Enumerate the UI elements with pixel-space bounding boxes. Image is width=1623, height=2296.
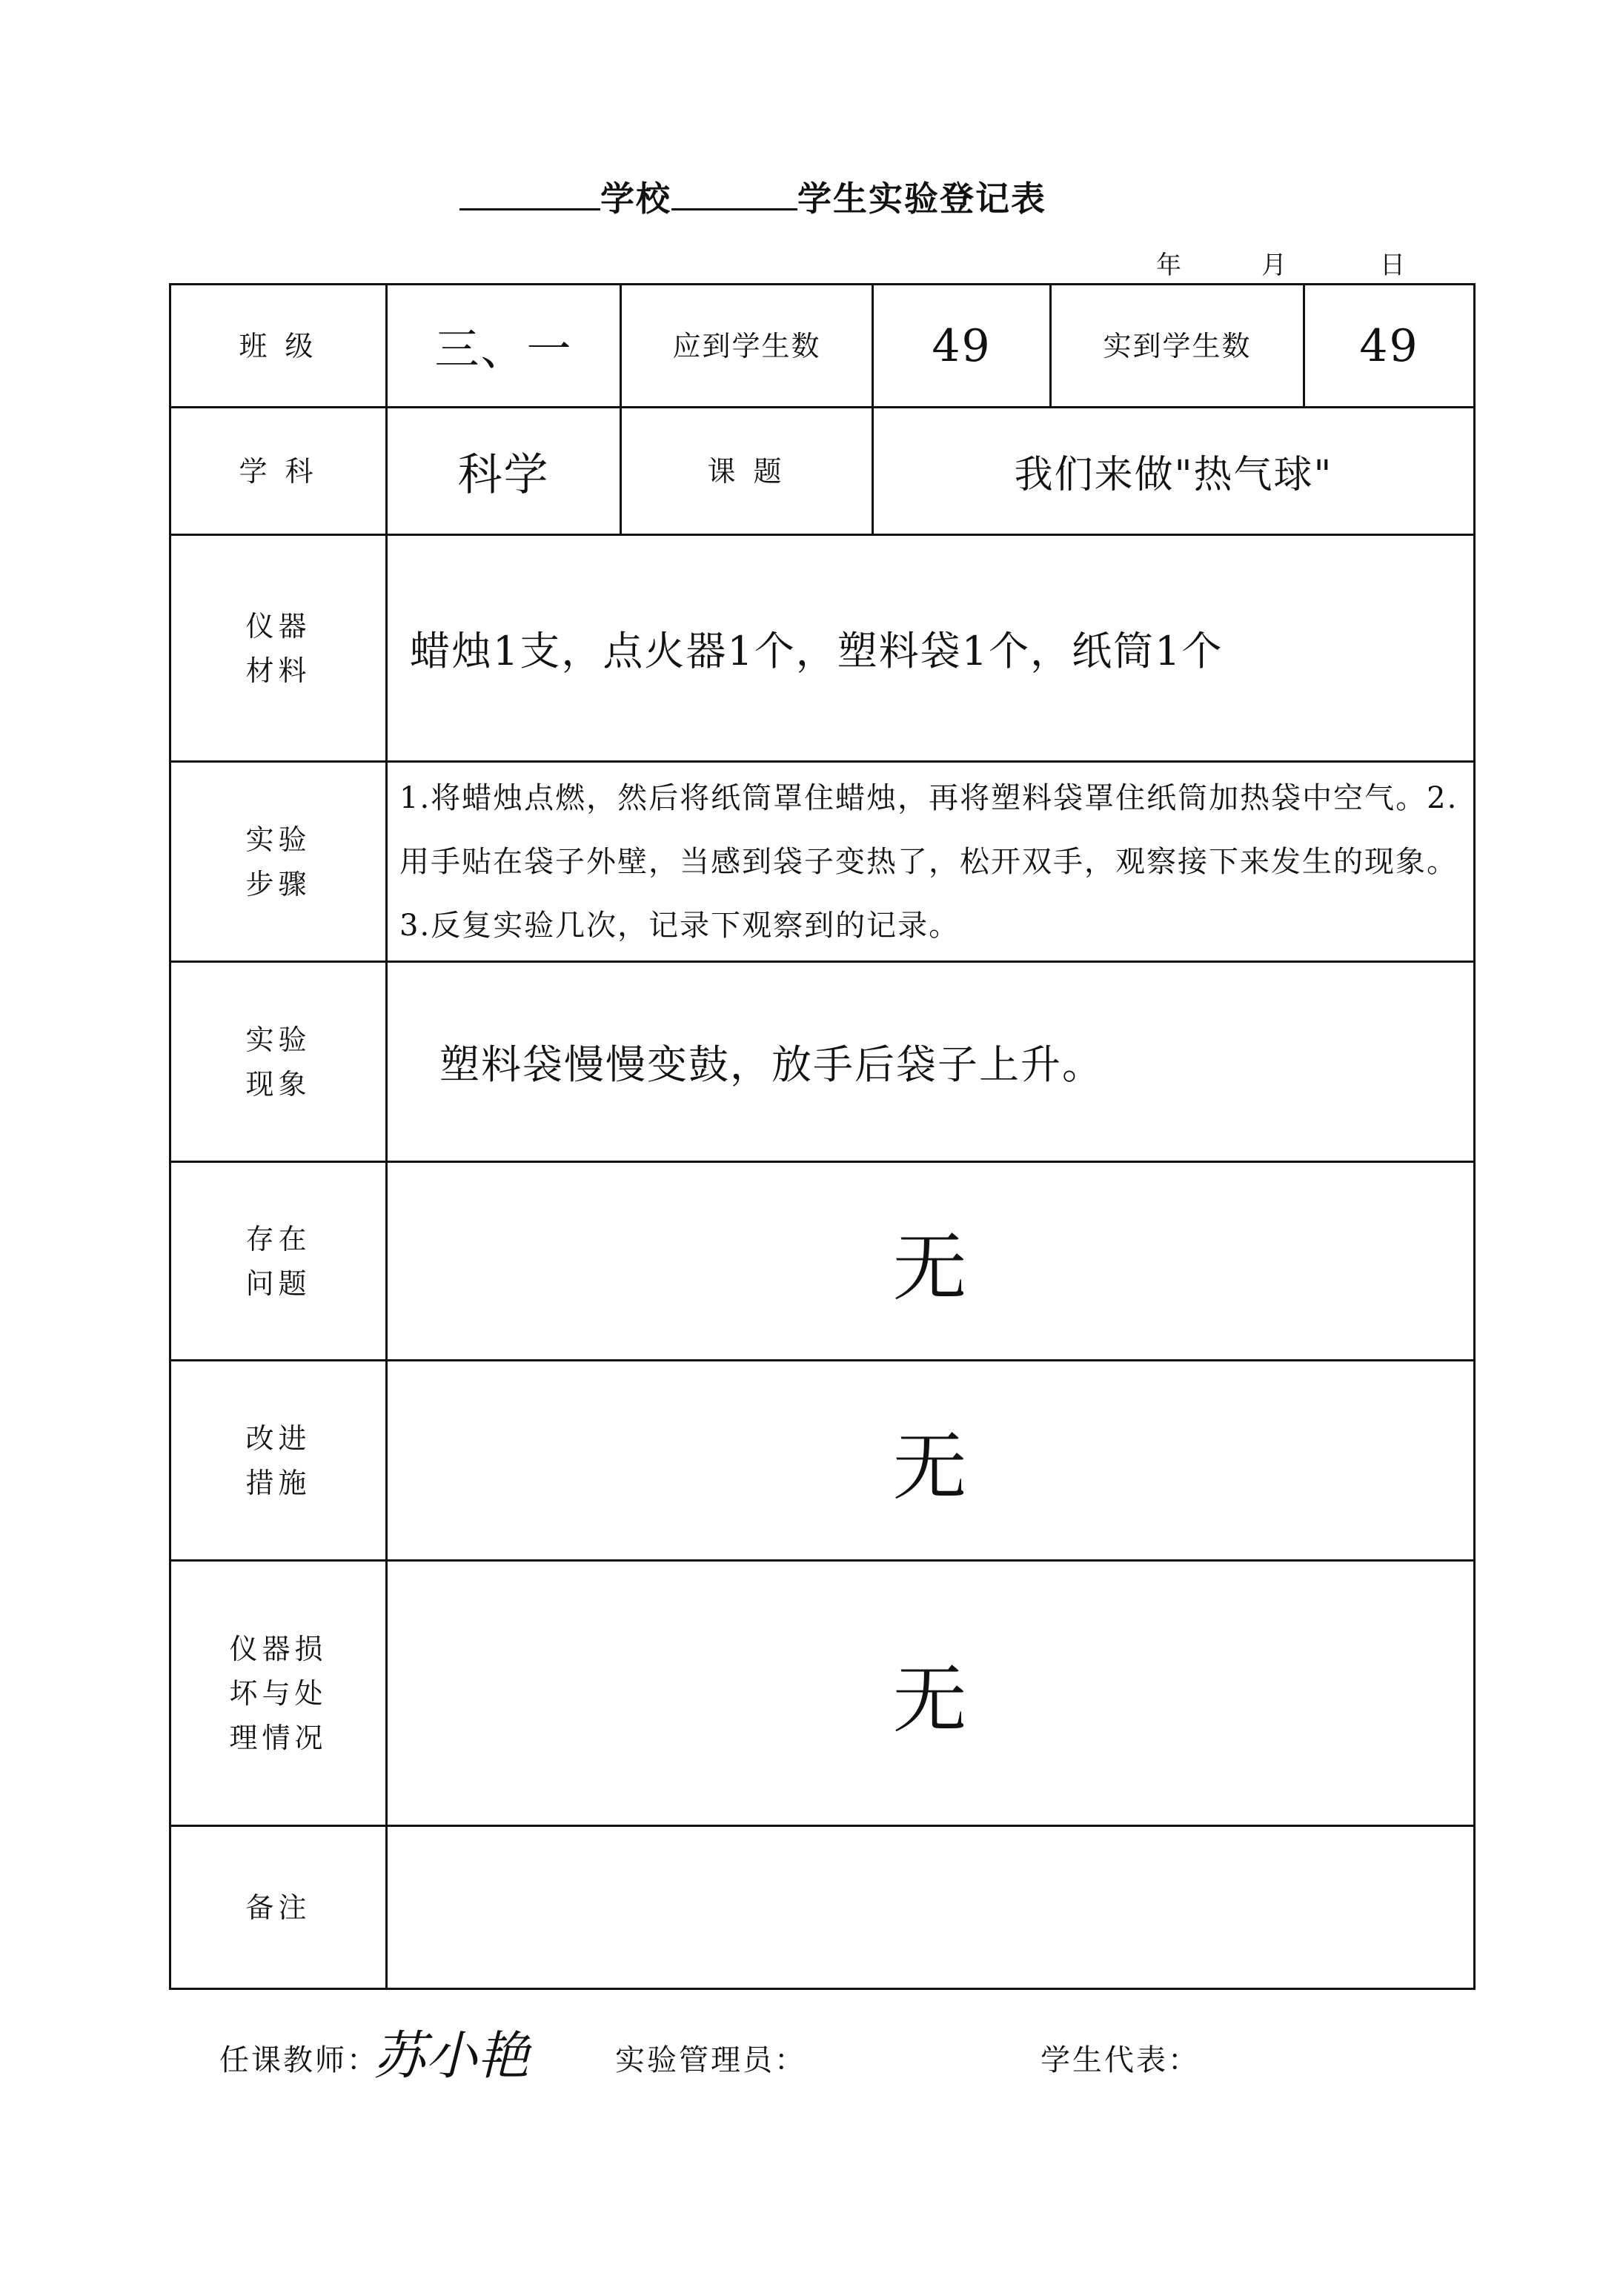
school-blank: [459, 208, 600, 210]
row-subject: [170, 408, 1475, 535]
damage-label-line1: 仪器损: [229, 1632, 328, 1665]
problems-label-line2: 问题: [245, 1267, 311, 1300]
teacher-signature: 苏小艳: [374, 2025, 529, 2086]
phenomenon-label-line1: 实验: [245, 1023, 311, 1056]
materials-value: 蜡烛1支，点火器1个，塑料袋1个，纸筒1个: [387, 535, 1475, 762]
actual-students-value: 49: [1304, 285, 1475, 408]
remarks-label: 备注: [170, 1826, 387, 1989]
form-title: [459, 172, 1171, 224]
title-main: 学生实验登记表: [797, 179, 1046, 219]
materials-label-line1: 仪器: [245, 609, 311, 643]
damage-value: 无: [387, 1561, 1475, 1826]
class-value: 三、一: [387, 285, 621, 408]
improvements-label-line2: 措施: [245, 1466, 311, 1499]
remarks-value: [387, 1826, 1475, 1989]
date-year: 年: [1156, 250, 1181, 280]
expected-students-label: 应到学生数: [621, 285, 873, 408]
title-school: 学校: [600, 179, 671, 219]
damage-label-line2: 坏与处: [229, 1676, 328, 1710]
row-improvements: [170, 1361, 1475, 1561]
row-phenomenon: [170, 962, 1475, 1162]
steps-value: 1.将蜡烛点燃，然后将纸筒罩住蜡烛，再将塑料袋罩住纸筒加热袋中空气。2.用手贴在袋子外壁，当感到袋子变热了，松开双手，观察接下来发生的现象。3.反复实验几次，记录下观察到的记录。: [387, 762, 1475, 962]
phenomenon-value: 塑料袋慢慢变鼓，放手后袋子上升。: [387, 962, 1475, 1162]
lab-manager-label: 实验管理员：: [615, 2043, 806, 2077]
class-label: 班 级: [170, 285, 387, 408]
teacher-label: 任课教师：: [219, 2043, 379, 2077]
phenomenon-label: [170, 962, 387, 1162]
registration-table: [169, 283, 1476, 1990]
improvements-label: [170, 1361, 387, 1561]
materials-label: [170, 535, 387, 762]
steps-label: [170, 762, 387, 962]
subject-label: 学 科: [170, 408, 387, 535]
topic-value: 我们来做"热气球": [873, 408, 1475, 535]
row-materials: [170, 535, 1475, 762]
problems-label-line1: 存在: [245, 1222, 311, 1255]
student-rep-label: 学生代表：: [1040, 2043, 1200, 2077]
grade-blank: [671, 208, 797, 210]
materials-label-line2: 材料: [245, 654, 311, 687]
date-day: 日: [1380, 250, 1405, 280]
steps-label-line1: 实验: [245, 823, 311, 856]
row-remarks: [170, 1826, 1475, 1989]
row-damage: [170, 1561, 1475, 1826]
damage-label-line3: 理情况: [229, 1721, 328, 1754]
date-month: 月: [1261, 250, 1287, 280]
row-class-info: [170, 285, 1475, 408]
improvements-value: 无: [387, 1361, 1475, 1561]
problems-label: [170, 1162, 387, 1361]
damage-label: [170, 1561, 387, 1826]
row-steps: [170, 762, 1475, 962]
expected-students-value: 49: [873, 285, 1051, 408]
actual-students-label: 实到学生数: [1051, 285, 1304, 408]
phenomenon-label-line2: 现象: [245, 1067, 311, 1101]
topic-label: 课 题: [621, 408, 873, 535]
subject-value: 科学: [387, 408, 621, 535]
row-problems: [170, 1162, 1475, 1361]
problems-value: 无: [387, 1162, 1475, 1361]
steps-label-line2: 步骤: [245, 867, 311, 900]
improvements-label-line1: 改进: [245, 1421, 311, 1455]
